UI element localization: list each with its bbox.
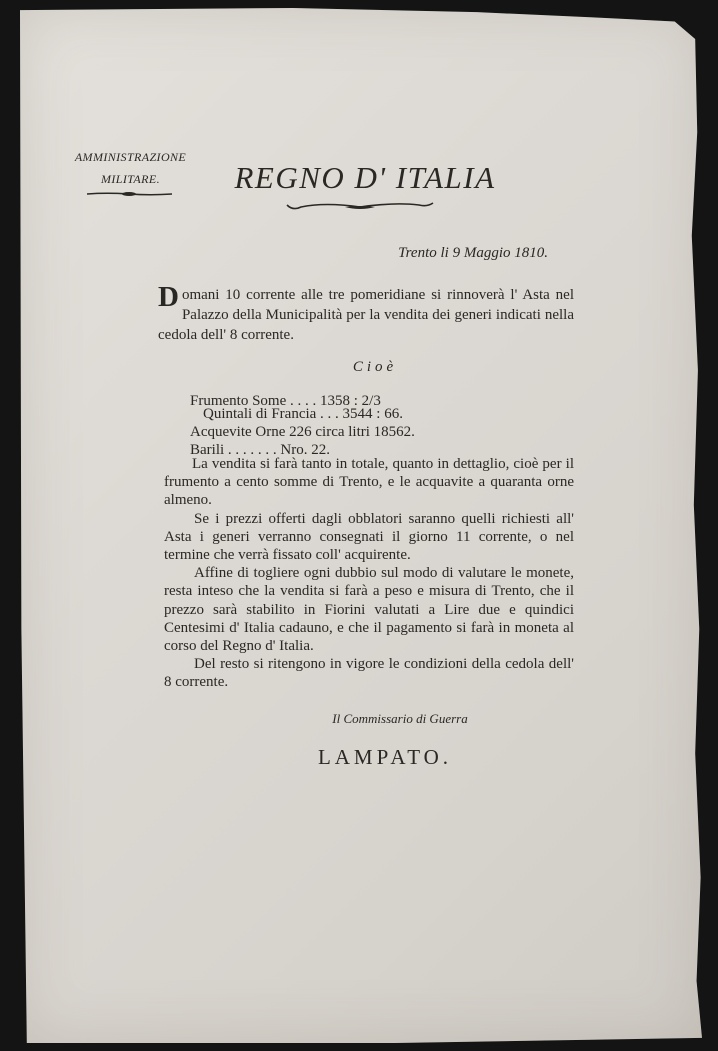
administration-line-1: AMMINISTRAZIONE <box>74 150 187 164</box>
cioe-heading: Cioè <box>352 359 398 375</box>
paragraph-sale-terms: La vendita si farà tanto in totale, quanto in dettaglio, cioè per il frumento a cento somme di Trento, e le acquavite a quaranta orne almeno. <box>164 456 574 509</box>
title-ornament <box>285 199 435 213</box>
intro-paragraph <box>158 281 574 345</box>
signature-role: Il Commissario di Guerra <box>332 711 468 726</box>
intro-text: omani 10 corrente alle tre pomeridiane si rinnoverà l' Asta nel Palazzo della Municipalità per la vendita dei generi indicati nella cedola dell' 8 corrente. <box>158 287 574 343</box>
paragraph-currency: Affine di togliere ogni dubbio sul modo di valutare le monete, resta inteso che la vendita si farà a peso e misura di Trento, che il prezzo sarà stabilito in Fiorini valutati a Lire due e quindici Centesimi d' Italia cadauno, e che il pagamento si farà in moneta al corso del Regno d' Italia. <box>164 565 574 655</box>
document-title: REGNO D' ITALIA <box>234 160 496 195</box>
administration-line-2: MILITARE. <box>100 172 161 186</box>
goods-line-quintali: Quintali di Francia . . . 3544 : 66. <box>203 406 403 422</box>
ornamental-rule-small <box>87 191 172 197</box>
paragraph-delivery: Se i prezzi offerti dagli obblatori saranno quelli richiesti all' Asta i generi verranno consegnati il giorno 11 corrente, o nel termine che verrà fissato coll' acquirente. <box>164 510 574 564</box>
goods-line-barili: Barili . . . . . . . Nro. 22. <box>190 442 330 458</box>
administration-label <box>68 146 193 190</box>
signature-name: LAMPATO. <box>317 745 453 769</box>
paragraph-conditions: Del resto si ritengono in vigore le condizioni della cedola dell' 8 corrente. <box>164 656 574 691</box>
goods-line-frumento: Frumento Some . . . . 1358 : 2/3 <box>190 393 381 409</box>
drop-cap: D <box>158 281 179 313</box>
date-line: Trento li 9 Maggio 1810. <box>398 245 548 261</box>
conditions-body <box>164 455 574 692</box>
goods-line-acquevite: Acquevite Orne 226 circa litri 18562. <box>190 424 415 440</box>
